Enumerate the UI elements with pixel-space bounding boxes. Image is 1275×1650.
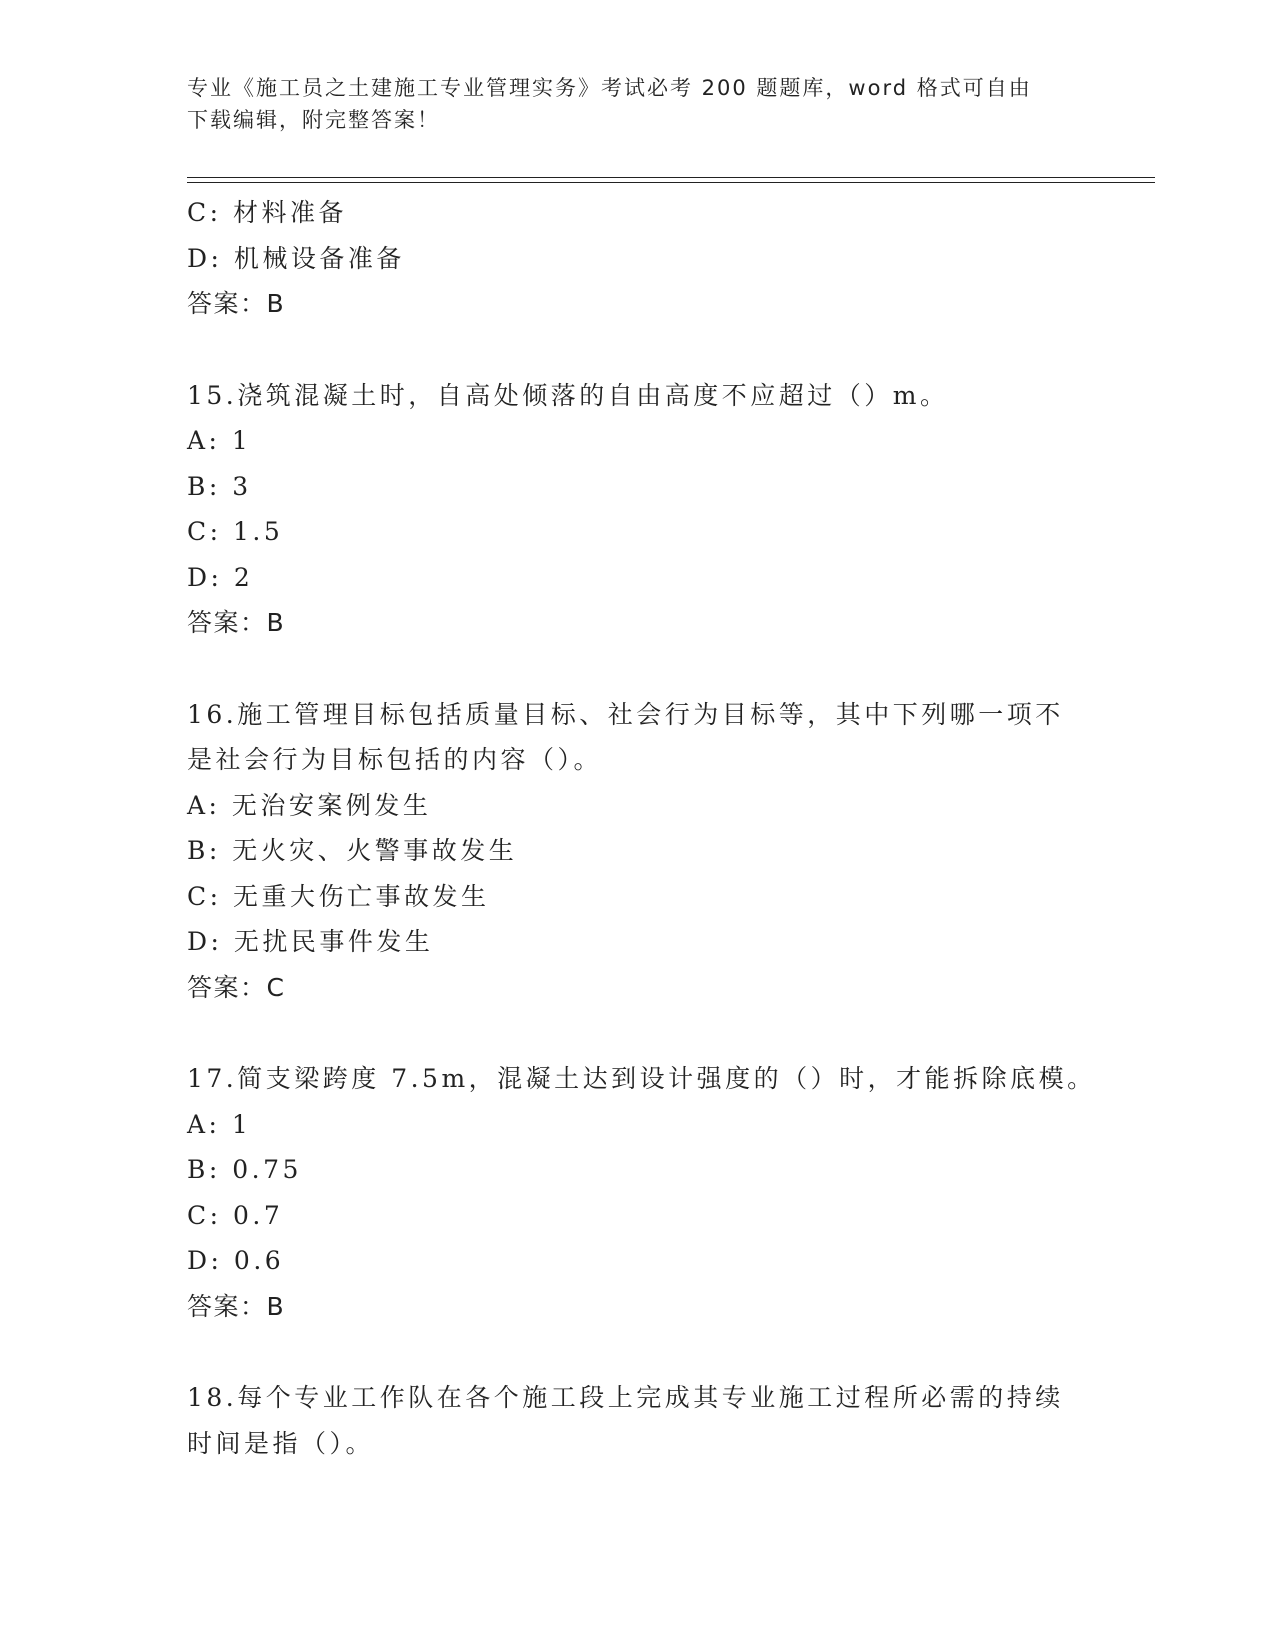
answer-line: 答案：C (187, 972, 286, 1002)
question-stem: 15.浇筑混凝土时，自高处倾落的自由高度不应超过（）m。 (187, 380, 949, 410)
spacer (187, 1329, 1087, 1375)
answer-line: 答案：B (187, 289, 286, 318)
question-list (187, 190, 1096, 1466)
question-stem: 17.简支梁跨度 7.5m，混凝土达到设计强度的（）时，才能拆除底模。 (187, 1064, 1096, 1093)
header-line-1: 专业《施工员之土建施工专业管理实务》考试必考 200 题题库，word 格式可自由 (187, 76, 1032, 100)
answer-line: 答案：B (187, 608, 286, 637)
option-c: C: 无重大伤亡事故发生 (187, 881, 490, 911)
question-block-18 (187, 1375, 1087, 1466)
option-b: B: 无火灾、火警事故发生 (187, 836, 518, 865)
header-line-2: 下载编辑，附完整答案！ (187, 108, 440, 132)
header-divider-bottom (187, 182, 1155, 183)
question-block-16 (187, 692, 1087, 1011)
document-header (187, 72, 1067, 136)
answer-line: 答案：B (187, 1291, 286, 1321)
option-c: C: 1.5 (187, 517, 284, 546)
question-stem-line-2: 时间是指（）。 (187, 1428, 375, 1458)
header-divider-top (187, 177, 1155, 178)
option-d: D: 无扰民事件发生 (187, 927, 434, 956)
option-c: C: 0.7 (187, 1200, 284, 1230)
question-block-15 (187, 373, 1087, 646)
option-d: D: 机械设备准备 (187, 243, 405, 273)
option-a: A: 1 (187, 426, 252, 455)
question-stem-line-1: 16.施工管理目标包括质量目标、社会行为目标等，其中下列哪一项不 (187, 699, 1064, 729)
option-d: D: 0.6 (187, 1246, 285, 1275)
option-b: B: 3 (187, 471, 252, 501)
option-d: D: 2 (187, 562, 254, 592)
option-b: B: 0.75 (187, 1155, 302, 1184)
question-stem-line-2: 是社会行为目标包括的内容（）。 (187, 745, 603, 774)
option-c: C: 材料准备 (187, 198, 347, 227)
spacer (187, 327, 1087, 373)
option-a: A: 1 (187, 1109, 252, 1139)
spacer (187, 1010, 1087, 1056)
question-block-17 (187, 1056, 1096, 1329)
question-block-14 (187, 190, 1087, 327)
option-a: A: 无治安案例发生 (187, 790, 432, 820)
spacer (187, 646, 1087, 692)
question-stem-line-1: 18.每个专业工作队在各个施工段上完成其专业施工过程所必需的持续 (187, 1383, 1064, 1412)
